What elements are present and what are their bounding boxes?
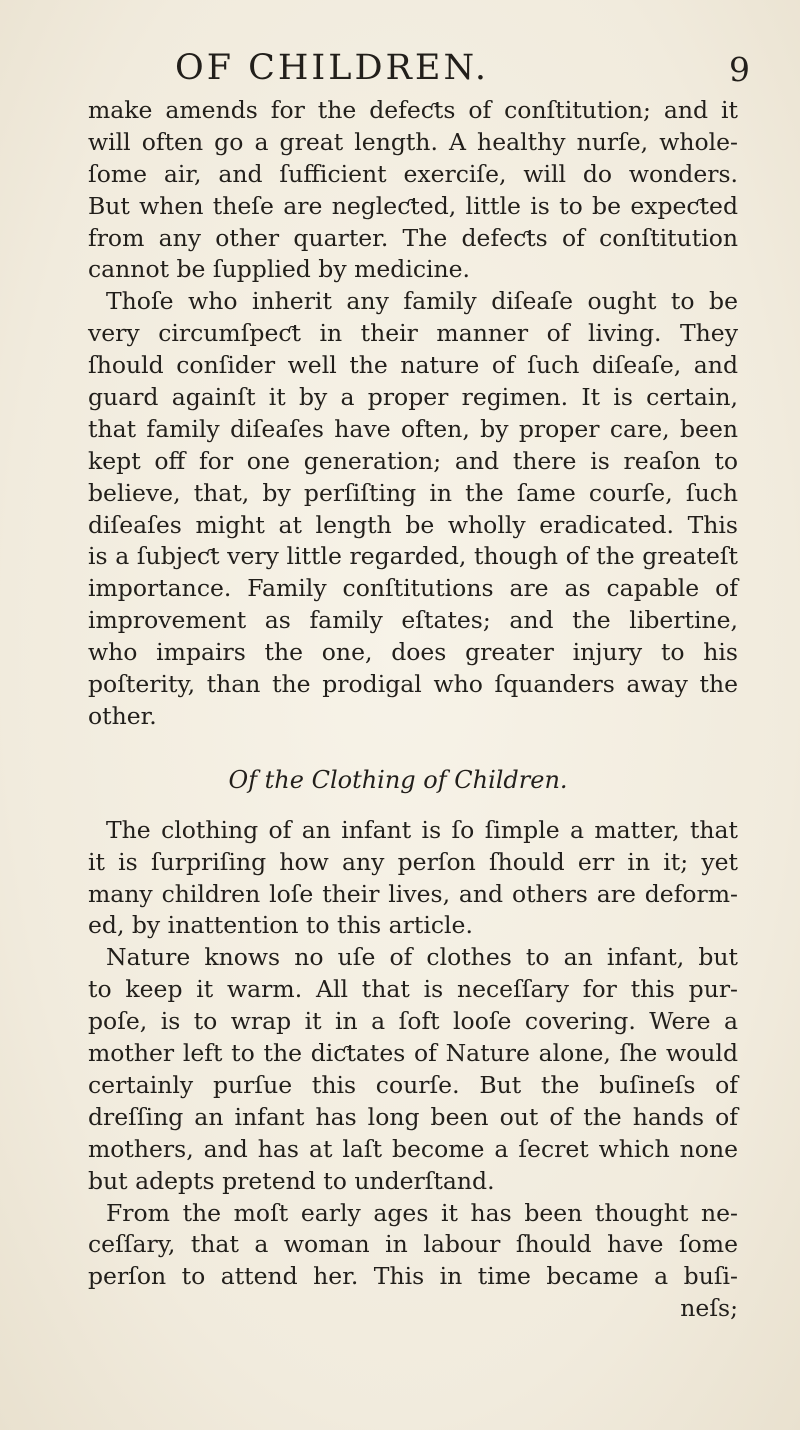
text-line: ceſſary, that a woman in labour ſhould have ſome	[88, 1230, 738, 1259]
text-line: ſome air, and ſufficient exerciſe, will do wonders.	[88, 159, 738, 188]
text-line: cannot be ſupplied by medicine.	[88, 255, 471, 284]
text-line: believe, that, by perſiſting in the ſame courſe, ſuch	[88, 478, 738, 507]
text-line: ed, by inattention to this article.	[88, 911, 473, 940]
text-line: From the moſt early ages it has been thought ne-	[106, 1198, 738, 1227]
text-line: very circumſpeƈt in their manner of living. They	[88, 319, 738, 348]
body-text	[88, 95, 738, 1325]
text-line: certainly purſue this courſe. But the buſineſs of	[88, 1070, 738, 1099]
text-line: But when theſe are negleƈted, little is to be expeƈted	[88, 191, 738, 220]
text-line: is a ſubjeƈt very little regarded, though of the greateſt	[88, 542, 738, 571]
text-line: mothers, and has at laſt become a ſecret which none	[88, 1134, 738, 1163]
text-line: mother left to the diƈtates of Nature alone, ſhe would	[88, 1039, 738, 1068]
text-line: it is ſurpriſing how any perſon ſhould err in it; yet	[88, 847, 738, 876]
text-line: kept off for one generation; and there is reaſon to	[88, 446, 738, 475]
section-gap	[88, 733, 738, 763]
text-line: poſterity, than the prodigal who ſquanders away the	[88, 670, 738, 699]
catchword: neſs;	[680, 1294, 738, 1323]
text-line: improvement as family eſtates; and the libertine,	[88, 606, 738, 635]
text-line: guard againſt it by a proper regimen. It is certain,	[88, 383, 738, 412]
text-line: from any other quarter. The defeƈts of conſtitution	[88, 223, 738, 252]
text-line: that family diſeaſes have often, by proper care, been	[88, 414, 738, 443]
text-line: perſon to attend her. This in time became a buſi-	[88, 1262, 738, 1291]
running-title: OF CHILDREN.	[175, 48, 489, 88]
text-line: who impairs the one, does greater injury to his	[88, 638, 738, 667]
text-line: poſe, is to wrap it in a ſoft looſe covering. Were a	[88, 1007, 738, 1036]
text-line: many children loſe their lives, and others are deform-	[88, 879, 738, 908]
text-line: The clothing of an infant is ſo ſimple a matter, that	[106, 815, 738, 844]
text-line: ſhould conſider well the nature of ſuch diſeaſe, and	[88, 351, 738, 380]
text-line: make amends for the defeƈts of conſtitution; and it	[88, 96, 738, 124]
text-line: dreſſing an infant has long been out of the hands of	[88, 1102, 738, 1131]
text-line: Nature knows no uſe of clothes to an infant, but	[106, 943, 738, 972]
section-gap	[88, 797, 738, 815]
text-line: importance. Family conſtitutions are as capable of	[88, 574, 738, 603]
section-heading: Of the Clothing of Children.	[228, 765, 568, 794]
page-number: 9	[729, 50, 750, 89]
text-line: will often go a great length. A healthy nurſe, whole-	[88, 127, 738, 156]
text-line: to keep it warm. All that is neceſſary for this pur-	[88, 975, 738, 1004]
text-line: other.	[88, 701, 157, 730]
running-head	[90, 42, 750, 94]
text-line: diſeaſes might at length be wholly eradicated. This	[88, 510, 738, 539]
text-line: Thoſe who inherit any family diſeaſe ought to be	[106, 287, 738, 316]
text-line: but adepts pretend to underſtand.	[88, 1166, 495, 1195]
